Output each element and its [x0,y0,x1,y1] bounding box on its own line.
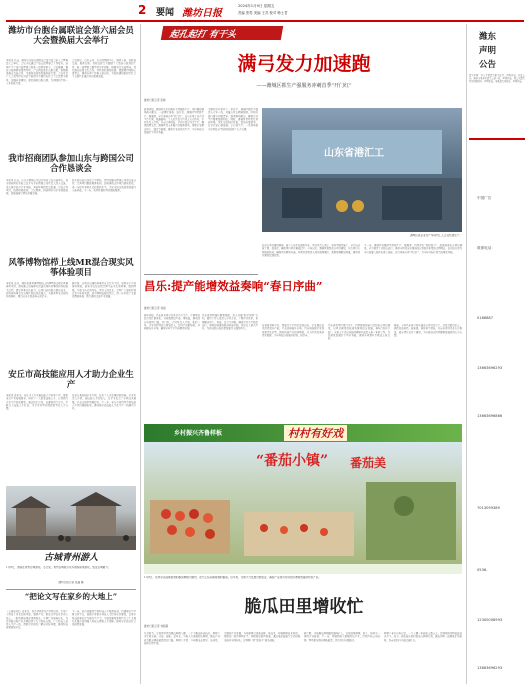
bottom-headline: 脆瓜田里增收忙 [244,597,364,617]
article-body: 本报讯 近年来，安丘市大力实施技能人才培养工程，聚焦重点产业发展需求，培养了一大批高技能人才，有效助力企业生产提质增效。通过校企合作、以赛促训等方式，不断壮大技能人才队伍，为企业转型升级提供坚实人才支撑。 [6,394,68,411]
article-body: 为推动企业早开工、早达产，潍城区组织干部深入企业一线，开展点对点精准服务。区相关部门建立问题清单，逐项推动解决，确保企业生产要素保障到位。同时，潍城区持续优化营商环境，深化审批制度改革，提高办事效率，让企业安心谋发展、专心抓生产。一系列举措为全区经济平稳开局提供了有力支撑。 [208,108,258,131]
ad-label: 中国广告 [477,196,492,200]
factory-photo-caption: 潍城区某企业生产车间内工人正在忙碌生产。 [410,234,462,237]
top-subtitle: ——潍城区抓生产强服务冲刺首季“开门红” [256,83,352,89]
notice-body: 遗失声明：本人不慎遗失相关证件，声明作废。特此公告。潍坊市某单位遗失公章一枚，声明作废。某公司遗失营业执照副本，声明作废。某某遗失身份证，声明作废。 [469,74,525,83]
main-column [144,24,462,684]
page-header [6,3,524,19]
column-rule [466,24,467,684]
article-body: 在重点项目建设现场，施工人员正在紧张作业。项目负责人表示，将科学组织施工，全力以赴抢工期、抓进度，确保项目早日建成投产。今年以来，潍城区聚焦重点项目建设，实行项目专班推进机制，确保项目顺利实施。区领导定期深入项目现场调度，帮助协调解决困难，推动项目建设提速提效。 [262,244,360,257]
article-body: 种植户老李告诉记者，一个大棚一年能收入数万元，比种传统作物收益高出不少。如今，越来越多的村民加入种植行列，脆瓜田里一派增收忙的景象，乡亲们的日子越过越红火。 [384,632,462,642]
article-title-investment: 我市招商团队参加山东与跨国公司合作恳谈会 [8,153,134,173]
notice-title-1: 潍东 [479,32,497,42]
article-body: 据了解，当地脆瓜种植面积逐年扩大，已形成集种植、加工、销售于一体的产业链条。下一步，将继续做大做强特色产业，打造区域公用品牌，带动更多群众增收致富，助力乡村全面振兴。 [304,632,380,642]
ad-label: 13663696866 [477,414,503,418]
article-body: 下一步，我市将继续完善科技人才服务机制，搭建更多产学研合作平台，鼓励引导更多科技人才投身家乡建设，让更多科技成果转化为现实生产力，为加快建设新时代社会主义现代化强市提供强大科技支撑和人才保障，推动全市经济社会高质量发展。 [72,610,136,627]
article-body: 我市将以此次恳谈会为契机，持续加强与跨国公司的交流合作，完善项目跟踪服务机制，加快推动合作项目落地见效，进一步提升利用外资质量和水平，为全市经济高质量发展注入新动能。下一步，将持续做好项目跟踪服务。 [72,179,136,192]
left-column [6,26,136,684]
ad-label: 13663696293 [477,666,503,670]
bottom-byline: 潍坊日报记者 刘娟娟 [144,625,169,628]
photo-title: 古城青州游人 [43,553,98,563]
article-body: 本报讯 日前，山东与跨国公司合作恳谈会在济南举行，我市招商团队参加会议并与多家跨国公司负责人深入交流，重点推介我市产业基础、营商环境和投资机遇，洽谈合作项目，取得积极成效。会议期间，招商团队与企业就新能源、高端装备等领域开展对接。 [6,179,68,196]
section-name: 要闻 [156,8,175,18]
article-body: 冬日时节，走进寒亭区的脆瓜种植大棚，一个个脆瓜挂满枝头，种植户正忙着采摘、分拣、装箱。近年来，当地大力发展特色种植，脆瓜产业成为群众增收致富的好门路。种植户介绍，今年脆瓜长势好、品质优，销售行情不错。 [144,632,220,645]
article-body: 新春伊始，潍城区各企业铆足干劲抢抓生产，项目建设现场热火朝天，一派繁忙景象。连日来，潍城区坚持抓生产、强服务，全力冲刺首季“开门红”。在山东某工业企业生产车间，机器轰鸣，工人们正在生产线上有序作业。企业负责人介绍，目前订单饱满，企业正加足马力生产，确保按期交货。潍城区深入开展企业服务活动，帮助企业解决用工、融资等难题，推动企业满负荷生产，为全年经济发展打下坚实基础。 [144,108,204,135]
farm-caption: 1月8日，在寒亭区固堤街道的番茄种植大棚内，农户正在采摘成熟的番茄。近年来，当地大力发展设施农业，番茄产业成为带动农民增收致富的特色产业。 [144,576,322,579]
campaign-banner [161,26,283,40]
article-title-kite-museum: 风筝博物馆栉上线MR混合现实风筝体验项目 [8,257,134,277]
article-body: 昌乐县将坚持项目为王，持续推进招商引资和重点项目建设，以项目建设的新成效推动经济发展，奏响“春日序曲”。全县上下正以昂扬的精神状态投入新一年的工作，为高质量发展打下坚实基础，推动各项事业不断迈上新台阶。 [328,324,390,341]
notice-title-2: 声明 [479,46,497,56]
ad-label: 7013099389 [477,506,500,510]
village-banner [144,424,462,442]
top-byline: 潍坊日报记者 张晓 [144,99,166,102]
ad-label: 联系电话： [477,246,495,250]
article-body: （上接第1版）近年来，我市持续深化产学研合作，引导广大科技工作者扎根基层、服务产业，把论文写在家乡的大地上。一批科研成果在田间地头、车间厂房落地转化，为乡村振兴和产业升级提供了有力科技支撑。广大科技人员深入生产一线，帮助企业和农户解决实际问题，推动科技成果就地转化。 [6,610,68,630]
factory-illustration [262,108,462,232]
banner-text: 起孔起打 有干头 [168,30,237,40]
top-headline: 满弓发力加速跑 [237,53,371,75]
divider [144,274,258,275]
notice-title-3: 公告 [479,60,497,70]
photo-caption: 1月8日，游客在青州古城游览。冬日里，青州古城吸引众多游客前来游玩，感受古城魅力。 [6,566,111,569]
article-body: 为推动产业发展，当地积极引进新品种、新技术，开展种植技术培训，帮助农户提升种植水平。同时拓宽销售渠道，通过电商直播等方式将脆瓜销往全国各地，让种植户的“钱袋子”越来越鼓。 [224,632,300,642]
article-body: 在某新材料企业，智能化生产线正高效运转。企业通过技术改造提升产能，产品远销海外市场。昌乐县鼓励企业加快数字化转型，推动传统产业提质增效，全力打造先进制造业集群，为全年经济发展开好局、起好步。 [262,324,324,337]
divider [6,589,136,590]
article-title-thesis: “把论文写在家乡的大地上” [24,592,118,601]
ad-label: 12300008993 [477,618,503,622]
notice-divider [469,138,525,140]
article-body: 下一步，潍城区将继续坚持抓生产、强服务，持续深化“双招双引”，加快推进重点项目建设，全力稳定工业经济运行，推动全区经济实现质的有效提升和量的合理增长，以实际行动为全市发展大局作出更大贡献，奋力冲刺首季“开门红”，为全年目标任务完成奠定基础。 [364,244,462,254]
village-banner-text: 乡村振兴齐鲁样板 [174,430,223,437]
photo-qingzhou [6,486,136,550]
photo-tomato-farm [144,442,462,564]
tomato-slogan-sub: 番茄美 [350,456,387,470]
ad-label: 0536- [477,568,488,572]
article-body: 会议指出，过去五年，市台联围绕中心、服务大局，在联谊交流、服务台胞、参政议政等方面做了大量卓有成效的工作。新一届理事会要坚持守正创新，拓展对台交流领域，深化潍台经贸文化合作，持续讲好潍坊故事，凝聚两岸同胞心灵契合，推动各项工作再上新台阶，为加快建设新时代社会主义现代化强市作出积极贡献。 [72,59,136,79]
article-body: 据介绍，该项目以潍坊风筝历史文化为主线，设置多个互动体验场景，游客可以在虚拟空间中亲手扎制风筝、绘制图案，并放飞自己的作品。项目上线以来，受到广大游客特别是青少年的欢迎，成为博物馆新的亮点，进一步丰富了文旅消费新场景，助力潍坊文旅产业发展。 [72,282,136,299]
page-number: 2 [138,3,147,17]
photo-credit: 潍坊日报记者 张磊 摄 [58,581,84,584]
article-body: 新年伊始，昌乐县各类企业开足马力生产，车间里处处可见忙碌身影。全县聚焦提产能、增效益，推动经济实现开门稳、开门好。企业负责人介绍，新的一年，企业将持续加大研发投入，提升产品附加值，开拓国内外市场，确保全年生产目标顺利实现。 [144,314,200,331]
issue-date: 2024年1月9日 星期五 [238,4,275,8]
photo-factory [262,108,462,232]
editor-credits: 责编 张男 美编 王苏 校对 韩士君 [238,11,288,15]
article-body: 昌乐县持续强化要素保障，深入开展“助企纾困”行动，组织工作人员深入企业走访，了解企业诉求，协调解决用工、用地、资金等问题，确保企业生产稳定运行。同时加快推动新旧动能转换，培育壮大新兴产业，为县域经济高质量发展注入强劲动力。 [202,314,258,331]
classifieds-column [469,26,525,684]
tomato-slogan: “番茄小镇” [256,453,329,469]
changle-headline: 昌乐:提产能增效益奏响“春日序曲” [144,279,323,293]
article-title-anqiu-talent: 安丘市高技能应用人才助力企业生产 [8,369,134,389]
article-title-taiwan: 潍坊市台胞台属联谊会第六届会员大会暨换届大会举行 [8,25,134,45]
rural-section [144,424,462,574]
factory-sign: 山东省港汇工 [324,148,384,159]
ancient-city-illustration [6,486,136,550]
changle-byline: 潍坊日报记者 刘丽 [144,307,166,310]
article-body: 本报讯 日前，潍坊市台胞台属联谊会第六届会员大会暨换届大会举行。会议审议通过了第五届理事会工作报告，选举产生了第六届理事会和新一届领导班子。会议强调，要充分发挥桥梁纽带作用，广泛团结联系台胞台属，积极推进潍台交流合作，为潍坊高质量发展贡献力量。会议号召广大会员坚持以习近平新时代中国特色社会主义思想为指导，加强自身建设，更好服务台胞台属，为祖国和平统一大业贡献力量。 [6,59,68,86]
village-banner-title: 村村有好戏 [284,425,347,441]
article-body: 据悉，今年昌乐县计划实施重点项目百余个，总投资数百亿元，涵盖先进制造、新能源、新材料等领域。目前各项目正在有序推进，部分项目已开工建设，为全县经济持续健康发展提供有力支撑。 [394,324,462,337]
ad-label: 13663696293 [477,366,503,370]
newspaper-name: 潍坊日报 [182,8,222,19]
ad-label: 0186887 [477,316,494,320]
column-rule [140,24,141,684]
header-rule [6,20,524,22]
article-body: 本报讯 近日，潍坊世界风筝博物馆上线MR混合现实风筝体验项目，游客戴上设备即可沉浸式体验风筝的制作和放飞过程，感受风筝文化魅力。该项目运用混合现实技术，将传统风筝文化与现代科技深度融合，为游客带来全新的参观体验，吸引众多市民游客前来打卡。 [6,282,68,299]
article-body: 在安丘某机械企业车间，技术工人正在调试新设备。企业负责人介绍，高技能人才的加入，让企业攻克了多项技术难题，产品合格率显著提升。下一步，安丘市将持续完善技能人才评价激励机制，推动更多高技能人才在生产一线建功立业。 [72,394,136,411]
